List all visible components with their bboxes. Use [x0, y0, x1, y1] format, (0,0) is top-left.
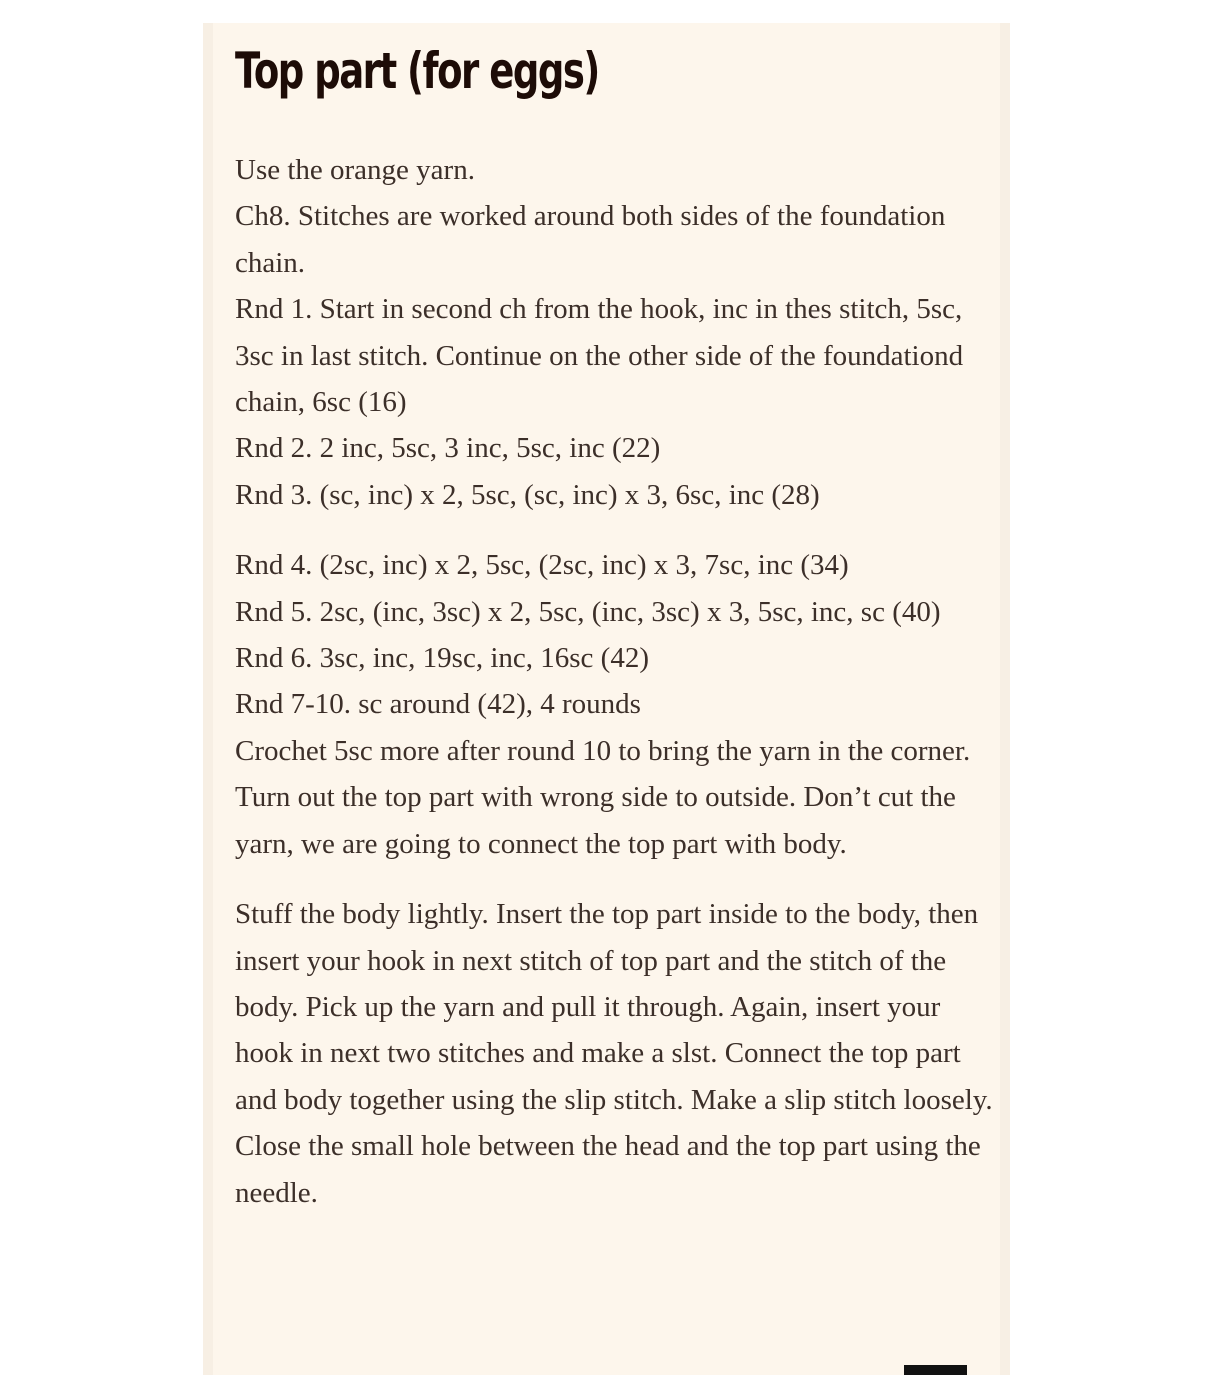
paragraph-assembly: Stuff the body lightly. Insert the top part inside to the body, then insert your hook in next stitch of top part and the stitch of the body. Pick up the yarn and pull it through. Again, insert your hook in next two stitches and make a slst. Connect the top part and body together using the slip stitch. Make a slip stitch loosely. Close the small hole between the head and the top part using the needle.: [235, 898, 993, 1209]
section-heading: Top part (for eggs): [235, 42, 599, 100]
article-page: [203, 23, 1010, 1375]
article-content: [235, 147, 993, 1216]
scroll-to-top-button[interactable]: [904, 1365, 967, 1375]
paragraph-rounds-4-10: Rnd 4. (2sc, inc) x 2, 5sc, (2sc, inc) x 3, 7sc, inc (34) Rnd 5. 2sc, (inc, 3sc) x 2, 5sc, (inc, 3sc) x 3, 5sc, inc, sc (40) Rnd 6. 3sc, inc, 19sc, inc, 16sc (42) Rnd 7-10. sc around (42), 4 rounds Crochet 5sc more after round 10 to bring the yarn in the corner. Turn out the top part with wrong side to outside. Don’t cut the yarn, we are going to connect the top part with body.: [235, 549, 971, 860]
paragraph-rounds-1-3: Use the orange yarn. Ch8. Stitches are worked around both sides of the foundation chain. Rnd 1. Start in second ch from the hook, inc in thes stitch, 5sc, 3sc in last stitch. Continue on the other side of the foundationd chain, 6sc (16) Rnd 2. 2 inc, 5sc, 3 inc, 5sc, inc (22) Rnd 3. (sc, inc) x 2, 5sc, (sc, inc) x 3, 6sc, inc (28): [235, 154, 964, 511]
